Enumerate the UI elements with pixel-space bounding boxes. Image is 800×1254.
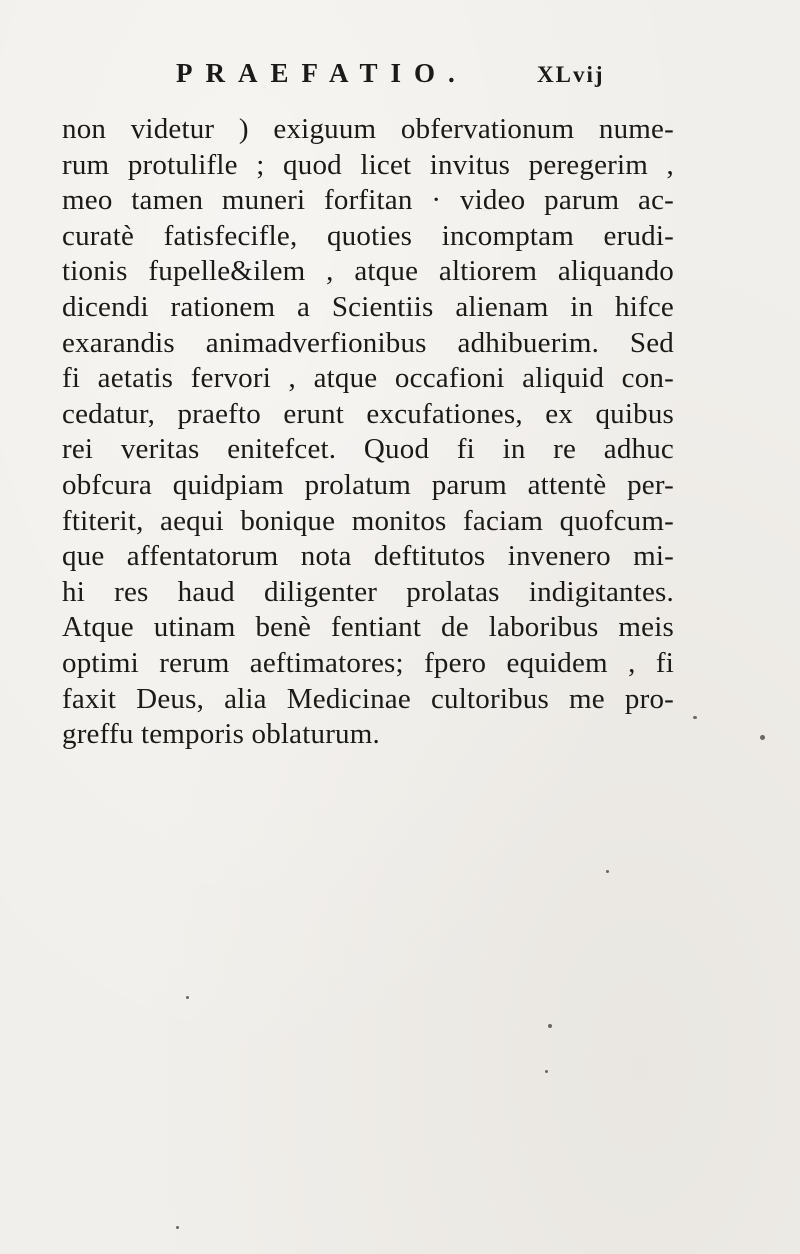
body-text: [62, 112, 674, 753]
text-line: tionis fupelle&ilem , atque altiorem aliquando: [62, 255, 674, 288]
text-line: exarandis animadverfionibus adhibuerim. Sed: [62, 326, 674, 359]
text-line: ftiterit, aequi bonique monitos faciam quofcum-: [62, 504, 674, 537]
text-line: hi res haud diligenter prolatas indigitantes.: [62, 575, 674, 608]
text-line: dicendi rationem a Scientiis alienam in hifce: [62, 290, 674, 323]
text-line: Atque utinam benè fentiant de laboribus meis: [62, 611, 674, 644]
paper-speck: [693, 716, 697, 719]
page-header: [0, 58, 800, 98]
text-line: rei veritas enitefcet. Quod fi in re adhuc: [62, 433, 674, 466]
text-line: greffu temporis oblaturum.: [62, 718, 380, 751]
text-line: non videtur ) exiguum obfervationum nume-: [62, 113, 674, 145]
text-line: cedatur, praefto erunt excufationes, ex quibus: [62, 397, 674, 430]
paper-speck: [176, 1226, 179, 1229]
text-line: optimi rerum aeftimatores; fpero equidem , fi: [62, 646, 674, 679]
text-line: meo tamen muneri forfitan · video parum ac-: [62, 184, 674, 217]
paper-speck: [545, 1070, 548, 1073]
page-number: XLvij: [537, 62, 605, 87]
text-line: faxit Deus, alia Medicinae cultoribus me pro-: [62, 682, 674, 715]
text-line: curatè fatisfecifle, quoties incomptam erudi-: [62, 219, 674, 252]
text-line: obfcura quidpiam prolatum parum attentè per-: [62, 468, 674, 501]
paper-speck: [548, 1024, 552, 1028]
paper-speck: [760, 735, 765, 740]
running-title: PRAEFATIO.: [176, 58, 468, 88]
text-line: rum protulifle ; quod licet invitus peregerim ,: [62, 148, 674, 181]
paper-speck: [606, 870, 609, 873]
paper-speck: [186, 996, 189, 999]
text-line: fi aetatis fervori , atque occafioni aliquid con-: [62, 362, 674, 395]
text-line: que affentatorum nota deftitutos invenero mi-: [62, 540, 674, 573]
